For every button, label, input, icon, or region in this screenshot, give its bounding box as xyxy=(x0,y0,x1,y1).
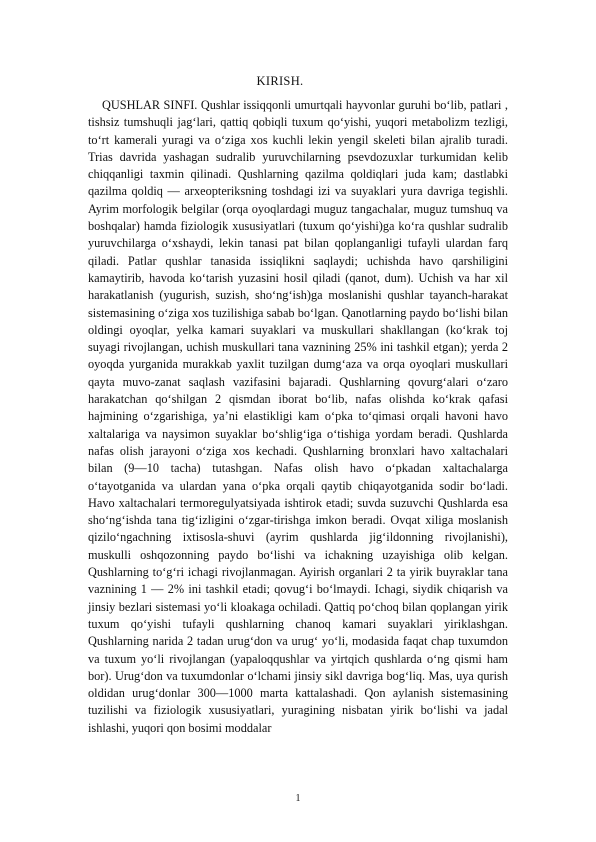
body-paragraph: QUSHLAR SINFI. Qushlar issiqqonli umurtqali hayvonlar guruhi bo‘lib, patlari , tishsiz tumshuqli jag‘lari, qattiq qobiqli tuxum qo‘yishi, yuqori metabolizm tezligi, to‘rt kamerali yuragi va o‘ziga xos kuchli lekin yengil skeleti bilan ajralib turadi. Trias davrida yashagan sudralib yuruvchilarning psevdozuxlar turkumidan kelib chiqqanligi taxmin qilinadi. Qushlarning qazilma qoldiqlari juda kam; dastlabki qazilma qoldiq — arxeopteriksning toshdagi izi va suyaklari yura davriga tegishli. Ayrim morfologik belgilar (orqa oyoqlardagi muguz tangachalar, muguz tumshuq va boshqalar) hamda fiziologik xususiyatlari (tuxum qo‘yishi)ga ko‘ra qushlar sudralib yuruvchilarga o‘xshaydi, lekin tanasi pat bilan qoplanganligi tufayli ulardan farq qiladi. Patlar qushlar tanasida issiqlikni saqlaydi; uchishda havo qarshiligini kamaytirib, havoda ko‘tarish yuzasini hosil qiladi (qanot, dum). Uchish va har xil harakatlanish (yugurish, suzish, sho‘ng‘ish)ga moslanishi qushlar tayanch-harakat sistemasining o‘ziga xos tuzilishiga sabab bo‘lgan. Qanotlarning paydo bo‘lishi bilan oldingi oyoqlar, yelka kamari suyaklari va muskullari shakllangan (ko‘krak toj suyagi rivojlangan, uchish muskullari tana vaznining 25% ini tashkil etgan); yerda 2 oyoqda yurganida murakkab yaxlit tuzilgan dumg‘aza va orqa oyoqlari muskullari qayta muvo-zanat saqlash vazifasini bajaradi. Qushlarning qovurg‘alari o‘zaro harakatchan qo‘shilgan 2 qismdan iborat bo‘lib, nafas olishda ko‘krak qafasi hajmining o‘zgarishiga, ya’ni elastikligi kam o‘pka to‘qimasi orqali havoni havo xaltalariga va naysimon suyaklar bo‘shlig‘iga o‘tishiga yordam beradi. Qushlarda nafas olish jarayoni o‘ziga xos kechadi. Qushlarning bronxlari havo xaltachalari bilan (9—10 tacha) tutashgan. Nafas olish havo o‘pkadan xaltachalarga o‘tayotganida va ulardan yana o‘pka orqali qaytib chiqayotganida sodir bo‘ladi. Havo xaltachalari termoregulyatsiyada ishtirok etadi; suvda suzuvchi Qushlarda esa sho‘ng‘ishda tana tig‘izligini o‘zgar-tirishga imkon beradi. Ovqat xiliga moslanish qizilo‘ngachning ixtisosla-shuvi (ayrim qushlarda jig‘ildonning rivojlanishi), muskulli oshqozonning paydo bo‘lishi va ichakning uzayishiga olib kelgan. Qushlarning to‘g‘ri ichagi rivojlanmagan. Ayirish organlari 2 ta yirik buyraklar tana vaznining 1 — 2% ini tashkil etadi; qovug‘i bo‘lmaydi. Ichagi, siydik chiqarish va jinsiy bezlari sistemasi yo‘li kloakaga ochiladi. Qattiq po‘choq bilan qoplangan yirik tuxum qo‘yishi tufayli qushlarning chanoq kamari suyaklari yiriklashgan. Qushlarning narida 2 tadan urug‘don va urug‘ yo‘li, modasida faqat chap tuxumdon va tuxum yo‘li rivojlangan (yapaloqqushlar va yirtqich qushlarda o‘ng qismi ham bor). Urug‘don va tuxumdonlar o‘lchami jinsiy sikl davriga bog‘liq. Mas, uya qurish oldidan urug‘donlar 300—1000 marta kattalashadi. Qon aylanish sistemasining tuzilishi va fiziologik xususiyatlari, yuragining nisbatan yirik bo‘lishi va jadal ishlashi, yuqori qon bosimi moddalar xyxy=(88,98,508,735)
page-number: 1 xyxy=(295,793,301,804)
heading-text: KIRISH. xyxy=(256,74,304,88)
page-heading xyxy=(0,73,596,89)
